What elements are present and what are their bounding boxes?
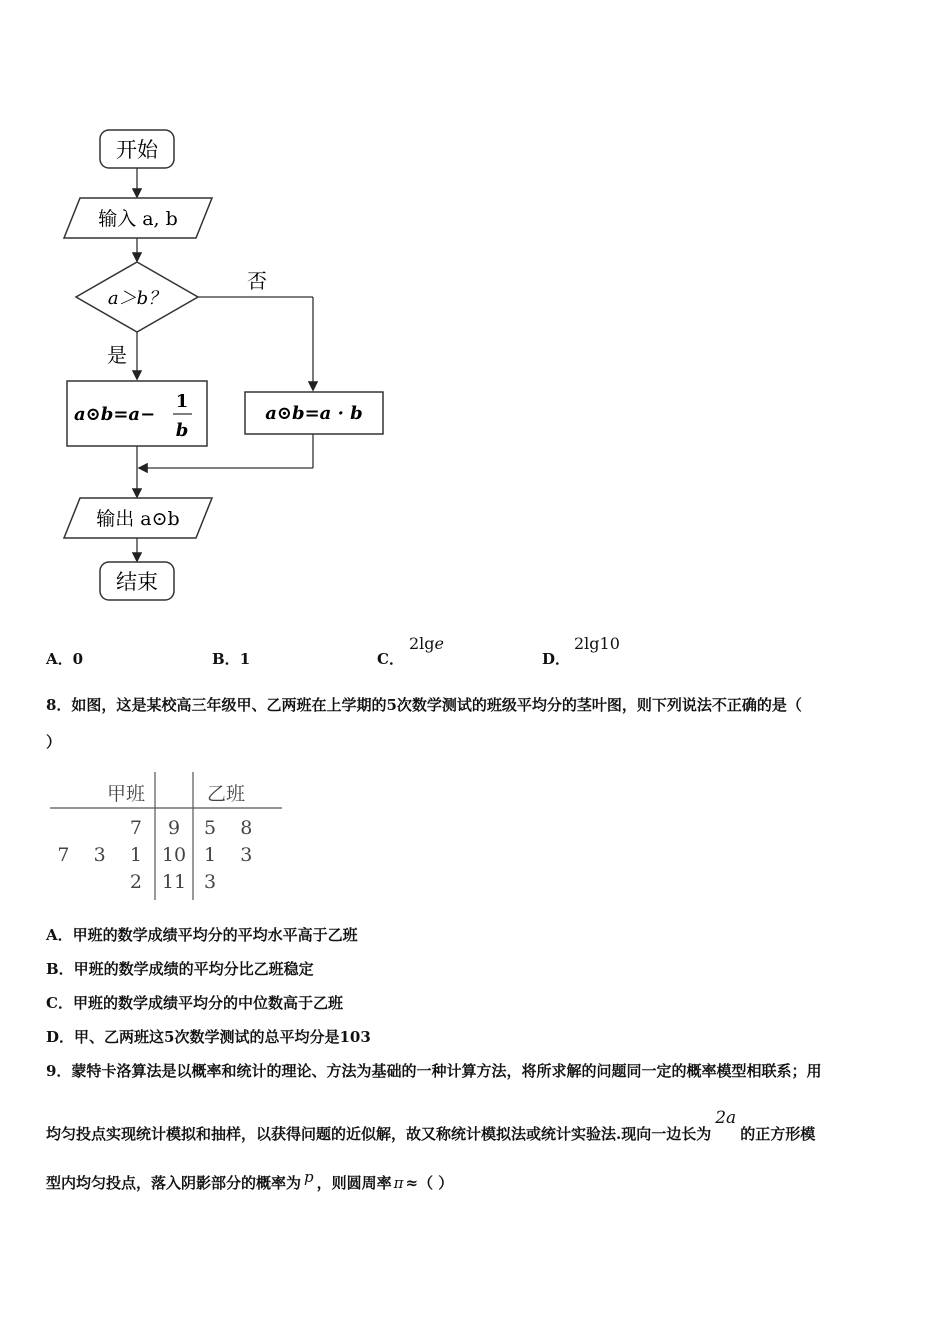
q7-option-c-text: 2lg [409, 634, 435, 653]
output-label: 输出 a⊙b [96, 508, 180, 530]
q7-option-d-value: 2lg10 [574, 634, 620, 653]
q7-option-b-label: B． [212, 650, 240, 668]
no-process-expr: a⊙b=a · b [265, 403, 363, 424]
start-label: 开始 [116, 138, 158, 162]
q9-line2-text-a: 均匀投点实现统计模拟和抽样，以获得问题的近似解，故又称统计模拟法或统计实验法.现向一边长为 [46, 1125, 712, 1143]
yes-label: 是 [107, 343, 127, 367]
q7-option-a-value: 0 [72, 650, 84, 668]
q9-line3 [46, 1168, 454, 1193]
stem-leaf-row2-right: 1 3 [204, 844, 253, 866]
q7-option-b-value: 1 [239, 650, 251, 668]
q9-line3-text-b: ，则圆周率 [316, 1174, 392, 1192]
q9-line3-text-c: ≈（ ） [405, 1174, 454, 1192]
stem-leaf-row3-stem: 11 [161, 871, 187, 893]
q8-option-d: D．甲、乙两班这5次数学测试的总平均分是103 [46, 1028, 371, 1046]
q8-stem-line1: 8．如图，这是某校高三年级甲、乙两班在上学期的5次数学测试的班级平均分的茎叶图，则下列说法不正确的是（ [46, 696, 802, 714]
stem-leaf-row3-right: 3 [204, 871, 217, 893]
q8-option-c: C．甲班的数学成绩平均分的中位数高于乙班 [46, 994, 343, 1012]
q8-option-a: A．甲班的数学成绩平均分的平均水平高于乙班 [46, 926, 358, 944]
q7-option-a-label: A． [46, 650, 73, 668]
stem-leaf-row1-right: 5 8 [204, 817, 253, 839]
yes-process-den: b [175, 420, 189, 441]
q9-line3-text-a: 型内均匀投点，落入阴影部分的概率为 [46, 1174, 302, 1192]
flowchart [50, 120, 410, 610]
stem-leaf-row3-left: 2 [129, 871, 142, 893]
q8-stem-line2: ） [46, 733, 62, 751]
stem-leaf-row1-stem: 9 [167, 817, 181, 839]
q9-line2 [46, 1108, 816, 1144]
q7-option-b [212, 648, 250, 669]
q7-option-c-label: C． [377, 650, 404, 668]
q9-pi: π [393, 1174, 404, 1192]
input-label: 输入 a, b [98, 208, 178, 230]
no-label: 否 [247, 269, 267, 293]
q9-side-length: 2a [715, 1108, 737, 1128]
q9-line2-text-b: 的正方形模 [740, 1125, 816, 1143]
yes-process-num: 1 [175, 391, 189, 412]
q9-probability-p: p [304, 1168, 314, 1186]
stem-leaf-row2-left: 7 3 1 [57, 844, 142, 866]
end-label: 结束 [116, 570, 158, 594]
stem-leaf-plot [50, 772, 290, 907]
q9-line1: 9．蒙特卡洛算法是以概率和统计的理论、方法为基础的一种计算方法，将所求解的问题同一定的概率模型相联系；用 [46, 1062, 822, 1080]
decision-label: a＞b？ [107, 288, 167, 309]
q7-option-c-var: e [434, 634, 445, 653]
q7-option-c-value [409, 634, 444, 653]
stem-leaf-left-header: 甲班 [106, 783, 146, 805]
yes-process-expr: a⊙b=a− [74, 404, 156, 425]
q8-option-b: B．甲班的数学成绩的平均分比乙班稳定 [46, 960, 314, 978]
q7-option-a [46, 648, 83, 669]
stem-leaf-row2-stem: 10 [161, 844, 187, 866]
stem-leaf-row1-left: 7 [129, 817, 142, 839]
stem-leaf-right-header: 乙班 [206, 783, 246, 805]
q7-option-d-label: D． [542, 650, 571, 668]
